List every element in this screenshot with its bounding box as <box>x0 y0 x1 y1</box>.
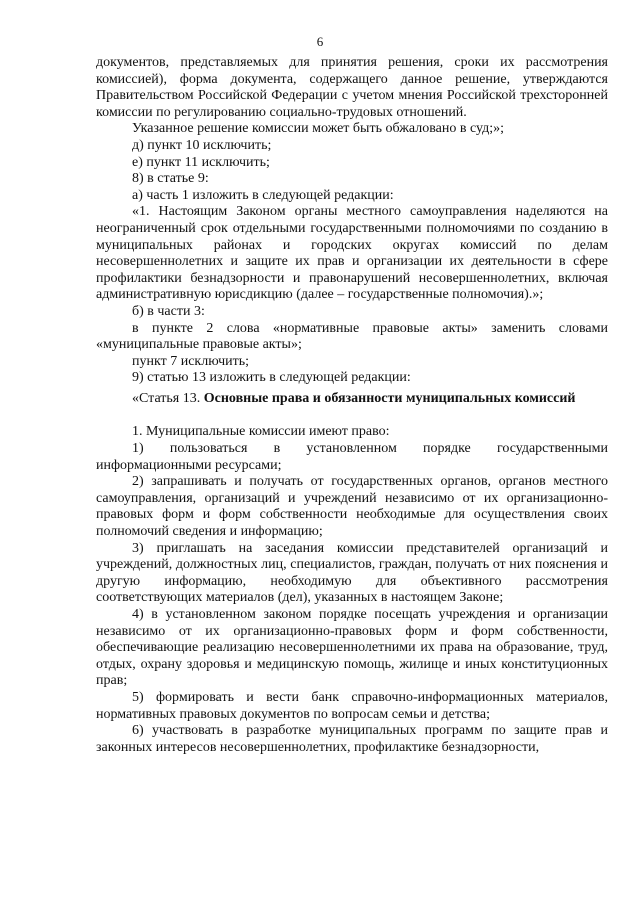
page-number: 6 <box>316 34 324 49</box>
paragraph: 8) в статье 9: <box>132 171 209 187</box>
paragraph: Указанное решение комиссии может быть обжаловано в суд;»; <box>132 121 505 137</box>
paragraph: д) пункт 10 исключить; <box>132 137 272 153</box>
article-title: Основные права и обязанности муниципальных комиссий <box>203 390 576 406</box>
paragraph: е) пункт 11 исключить; <box>132 154 270 170</box>
document-body <box>96 55 608 756</box>
paragraph: 2) запрашивать и получать от государственных органов, органов местного самоуправления, организаций и учреждений независимо от их организационно-правовых форм и форм собственности необходимые для осуществления своих полномочий сведения и информацию; <box>96 474 608 540</box>
paragraph: «1. Настоящим Законом органы местного самоуправления наделяются на неограниченный срок отдельными государственными полномочиями по созданию в муниципальных районах и городских округах комиссий по делам несовершеннолетних и защите их прав и организации их деятельности в сфере профилактики безнадзорности и правонарушений несовершеннолетних, включая административную юрисдикцию (далее – государственные полномочия).»; <box>96 204 608 303</box>
paragraph: 4) в установленном законом порядке посещать учреждения и организации независимо от их организационно-правовых форм и форм собственности, обеспечивающие реализацию несовершеннолетними их права на образование, труд, отдых, охрану здоровья и медицинскую помощь, жилище и иных конституционных прав; <box>96 607 608 689</box>
blank-line <box>96 407 608 424</box>
paragraph: 3) приглашать на заседания комиссии представителей организаций и учреждений, должностных лиц, специалистов, граждан, получать от них пояснения и другую информацию, необходимую для объективного рассмотрения соответствующих материалов (дел), указанных в настоящем Законе; <box>96 540 608 606</box>
article-number: «Статья 13. <box>132 390 201 406</box>
paragraph: б) в части 3: <box>132 303 205 319</box>
paragraph: 5) формировать и вести банк справочно-информационных материалов, нормативных правовых документов по вопросам семьи и детства; <box>96 689 608 722</box>
paragraph: 1) пользоваться в установленном порядке государственными информационными ресурсами; <box>96 441 608 473</box>
paragraph: 9) статью 13 изложить в следующей редакции: <box>132 370 411 386</box>
paragraph: документов, представляемых для принятия решения, сроки их рассмотрения комиссией), форма документа, содержащего данное решение, утверждаются Правительством Российской Федерации с учетом мнения Российской трехсторонней комиссии по регулированию социально-трудовых отношений. <box>96 55 608 120</box>
paragraph: 6) участвовать в разработке муниципальных программ по защите прав и законных интересов несовершеннолетних, профилактике безнадзорности, <box>96 723 608 755</box>
paragraph: 1. Муниципальные комиссии имеют право: <box>132 424 390 440</box>
paragraph: в пункте 2 слова «нормативные правовые акты» заменить словами «муниципальные правовые акты»; <box>96 320 608 353</box>
paragraph: а) часть 1 изложить в следующей редакции: <box>132 187 394 203</box>
paragraph: пункт 7 исключить; <box>132 353 250 369</box>
article-heading <box>96 391 608 408</box>
